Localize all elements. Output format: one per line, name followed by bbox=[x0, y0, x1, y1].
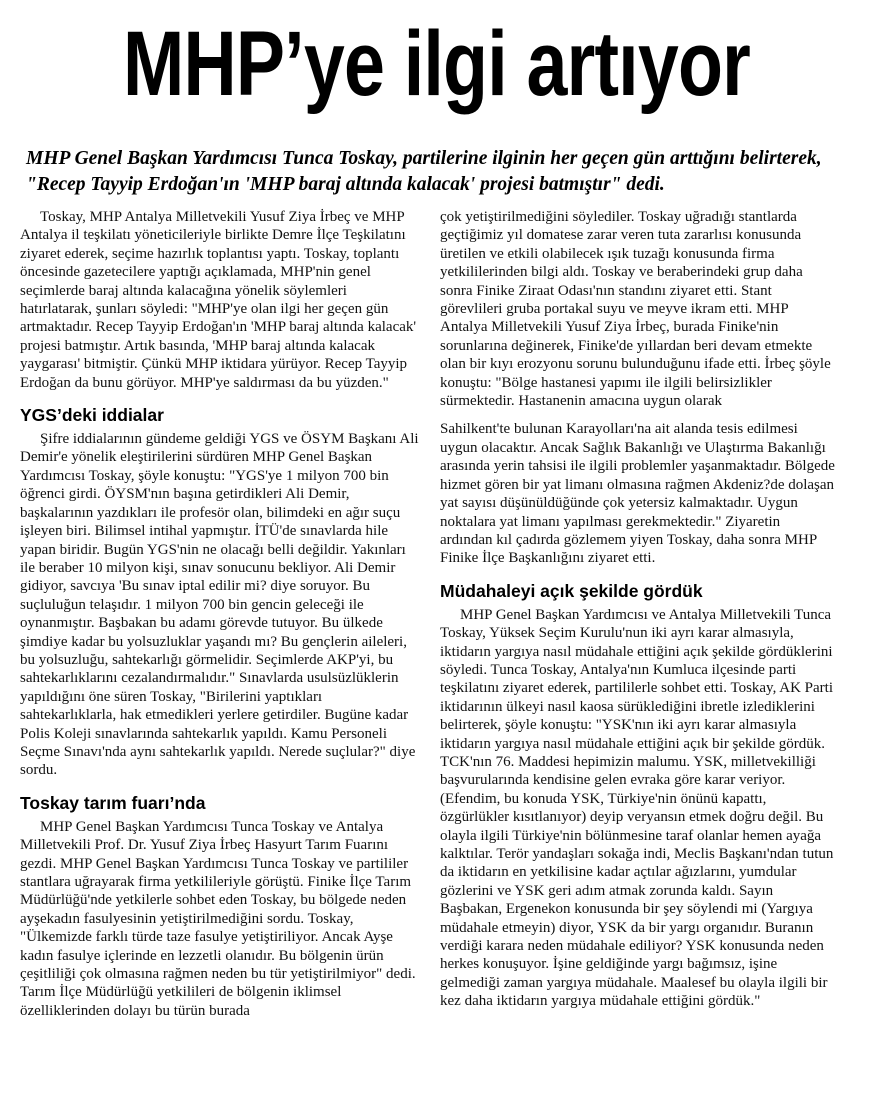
left-column bbox=[20, 208, 420, 1020]
lead-paragraph: MHP Genel Başkan Yardımcısı Tunca Toskay, partilerine ilginin her geçen gün arttığını belirterek, "Recep Tayyip Erdoğan'ın 'MHP baraj altında kalacak' projesi batmıştır" dedi. bbox=[26, 148, 822, 195]
continuation-paragraph-1: çok yetiştirilmediğini söylediler. Toskay uğradığı stantlarda geçtiğimiz yıl domatese zarar veren tuta zararlısı konusunda üretilen ve etkili olabilecek ışık tuzağı konusunda firma yetkililerinden bilgi aldı. Toskay ve beraberindeki grup daha sonra Finike Ziraat Odası'nın standını ziyaret etti. Stant görevlileri gruba portakal suyu ve meyve ikram etti. MHP Antalya Milletvekili Yusuf Ziya İrbeç, burada Finike'nin sorunlarına değinerek, Finike'de yıllardan beri devam etmekte olan bir kıyı erozyonu sorunu bulunduğunu ifade etti. İrbeç şöyle konuştu: "Bölge hastanesi yapımı ile ilgili belirsizlikler sürmektedir. Hastanenin amacına uygun olarak bbox=[440, 209, 831, 410]
headline: MHP’ye ilgi artıyor bbox=[123, 13, 750, 115]
continuation-paragraph-2: Sahilkent'te bulunan Karayolları'na ait alanda tesis edilmesi uygun olacaktır. Ancak Sağlık Bakanlığı ve Ulaştırma Bakanlığı arasında yerin tahsisi ile ilgili problemler yaşanmaktadır. Bölgede hizmet gören bir yat limanı olmasına rağmen Akdeniz?de dolaşan yat sayısı düşünüldüğünde çok yetersiz kalmaktadır. Uygun noktalara yat limanı yapılması gerekmektedir." Ziyaretin ardından kıl çadırda gözlemem yiyen Toskay, daha sonra MHP Finike İlçe Başkanlığını ziyaret etti. bbox=[440, 421, 835, 567]
mudahale-paragraph: MHP Genel Başkan Yardımcısı ve Antalya Milletvekili Tunca Toskay, Yüksek Seçim Kurulu'nun iki ayrı karar almasıyla, iktidarın yargıya nasıl müdahale ettiğini açık şekilde gördüklerini söyledi. Tunca Toskay, Antalya'nın Kumluca ilçesinde parti teşkilatını ziyaret ederek, partililerle sohbet etti. Toskay, AK Parti iktidarının ülkeyi nasıl kaosa sürüklediğini ibretle izlediklerini belirterek, şöyle konuştu: "YSK'nın iki ayrı karar almasıyla iktidarın yargıya nasıl müdahale ettiğini açık bir şekilde gördük. TCK'nın 76. Maddesi hepimizin malumu. YSK, milletvekilliği başvurularında kendisine gelen evraka göre karar veriyor. (Efendim, bu konuda YSK, Türkiye'nin önünü kapattı, özgürlükler kısıtlanıyor) deyip veryansın etmek doğru değil. Bu olayla ilgili Türkiye'nin bölünmesine taraf olanlar hemen ayağa kalktılar. Terör yandaşları sokağa indi, Meclis Başkanı'ndan tutun da iktidarın en yetkilisine kadar açtılar ağızlarını, yumdular gözlerini ve YSK geri adım atmak zorunda kaldı. Sayın Başbakan, Ergenekon konusunda bir şey söylendi mi (Yargıya müdahale etmeyin) diyor, YSK da bir yargı organıdır. Buranın verdiği karara neden müdahale ediliyor? YSK konusunda neden herkes konuşuyor. İşine geldiğinde yargı bağımsız, işine gelmediği zaman yargıya müdahale. Maalesef bu olayla ilgili bir kez daha iktidarın yargıya müdahale ettiğini gördük." bbox=[440, 606, 834, 1010]
right-column bbox=[440, 208, 836, 1011]
subhead-tarim-fuari: Toskay tarım fuarı’nda bbox=[20, 792, 206, 813]
intro-paragraph: Toskay, MHP Antalya Milletvekili Yusuf Ziya İrbeç ve MHP Antalya il teşkilatı yöneticileriyle birlikte Demre İlçe Teşkilatını ziyaret ederek, seçime hazırlık toplantısı yaptı. Toskay, toplantı öncesinde gazetecilere yaptığı açıklamada, MHP'nin genel seçimlerde baraj altında kalacağına yönelik söylemleri hatırlatarak, şunları söyledi: "MHP'ye olan ilgi her geçen gün artmaktadır. Recep Tayyip Erdoğan'ın 'MHP baraj altında kalacak' projesi batmıştır. Artık basında, 'MHP baraj altında kalacak yaygarası' bitmiştir. Çünkü MHP iktidara yürüyor. Recep Tayyip Erdoğan da bunu görüyor. MHP'ye saldırması da bu yüzden." bbox=[20, 209, 417, 391]
subhead-mudahale: Müdahaleyi açık şekilde gördük bbox=[440, 580, 703, 601]
tarim-fuari-paragraph: MHP Genel Başkan Yardımcısı Tunca Toskay ve Antalya Milletvekili Prof. Dr. Yusuf Ziya İrbeç Hasyurt Tarım Fuarını gezdi. MHP Genel Başkan Yardımcısı Tunca Toskay ve partililer stantlara uğrayarak firma yetkilileriyle görüştü. Finike İlçe Tarım Müdürlüğü'nde yetkilerle sohbet eden Toskay, bu bölgede neden ayşekadın fasulyesinin yetiştirilmediğini sordu. Toskay, "Ülkemizde farklı türde taze fasulye yetiştiriliyor. Ancak Ayşe kadın fasulye içlerinde en lezzetli olanıdır. Bu bölgenin ürün çeşitliliği çok olmasına rağmen neden bu tür yetiştirilmiyor" dedi. Tarım İlçe Müdürlüğü yetkilileri de bölgenin iklimsel özelliklerinden dolayı bu türün burada bbox=[20, 818, 416, 1019]
column-gap bbox=[440, 410, 836, 420]
ygs-paragraph: Şifre iddialarının gündeme geldiği YGS ve ÖSYM Başkanı Ali Demir'e yönelik eleştirilerini sürdüren MHP Genel Başkan Yardımcısı Toskay, şöyle konuştu: "YGS'ye 1 milyon 700 bin öğrenci girdi. ÖYSM'nın başına getirdikleri Ali Demir, başkalarının yazdıkları ile profesör olan, bilimdeki en ağır suçu işleyen biri. Bilimsel intihal yapmıştır. İTÜ'de sınavlarda hile yapan biridir. Bugün YGS'nin ne olacağı belli değildir. Yakınları ile beraber 10 milyon kişi, sınav sonucunu bekliyor. Ali Demir gidiyor, savcıya 'Bu sınav iptal edilir mi? diye soruyor. Bu suçluluğun telaşıdır. 1 milyon 700 bin gencin geleceği ile oynanmıştır. Başbakan bu adamı görevde tutuyor. Bu ülkede şimdiye kadar bu yolsuzluklar yaşandı mı? Bu gençlerin aileleri, bu yolsuzluğu, sahtekarlığı görmelidir. Seçimlerde AKP'yi, bu sahtekarlıklarını cezalandırmalıdır." Sınavlarda usulsüzlüklerin yapıldığını öne süren Toskay, "Birilerini yaptıkları sahtekarlıklarla, hak etmedikleri yerlere getirdiler. Bugüne kadar Polis Koleji sınavlarında sahtekarlık yapıldı. Kamu Personeli Seçme Sınavı'nda aynı sahtekarlık yapıldı. Nerede suçlular?" diye sordu. bbox=[20, 431, 419, 779]
subhead-ygs: YGS’deki iddialar bbox=[20, 405, 164, 426]
